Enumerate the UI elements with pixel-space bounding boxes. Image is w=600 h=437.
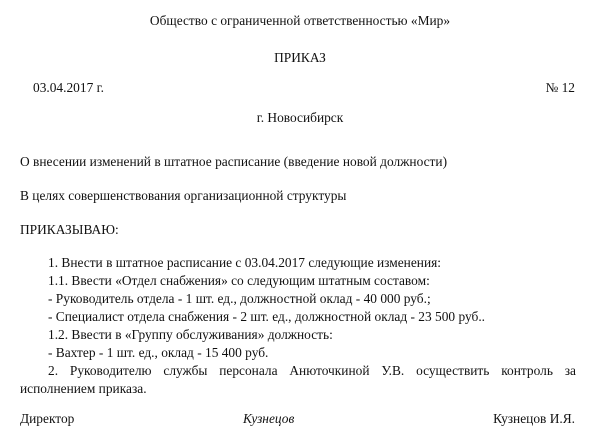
item-2-line-1: 2. Руководителю службы персонала Анюточкиной У.В. осуществить контроль за (48, 363, 576, 378)
item-1-2: 1.2. Ввести в «Группу обслуживания» должность: (48, 327, 333, 342)
signature-position: Директор (20, 411, 75, 426)
item-1-1-position-specialist: - Специалист отдела снабжения - 2 шт. ед., должностной оклад - 23 500 руб.. (48, 309, 486, 324)
order-subject: О внесении изменений в штатное расписание (введение новой должности) (20, 154, 448, 169)
organization-name: Общество с ограниченной ответственностью «Мир» (149, 13, 451, 28)
item-1-1: 1.1. Ввести «Отдел снабжения» со следующим штатным составом: (48, 273, 430, 288)
item-1-2-position-watchman: - Вахтер - 1 шт. ед., оклад - 15 400 руб. (48, 345, 269, 360)
order-city: г. Новосибирск (256, 110, 344, 125)
order-purpose: В целях совершенствования организационной структуры (20, 188, 347, 203)
order-number: № 12 (545, 80, 575, 95)
order-date: 03.04.2017 г. (33, 80, 104, 95)
document-type-title: ПРИКАЗ (274, 50, 326, 65)
signature-name: Кузнецов И.Я. (493, 411, 575, 426)
item-1-1-position-head: - Руководитель отдела - 1 шт. ед., должностной оклад - 40 000 руб.; (48, 291, 431, 306)
item-1: 1. Внести в штатное расписание с 03.04.2017 следующие изменения: (48, 255, 441, 270)
signature-handwritten: Кузнецов (243, 411, 295, 426)
item-2-line-2: исполнением приказа. (20, 381, 147, 396)
order-word: ПРИКАЗЫВАЮ: (20, 222, 119, 237)
